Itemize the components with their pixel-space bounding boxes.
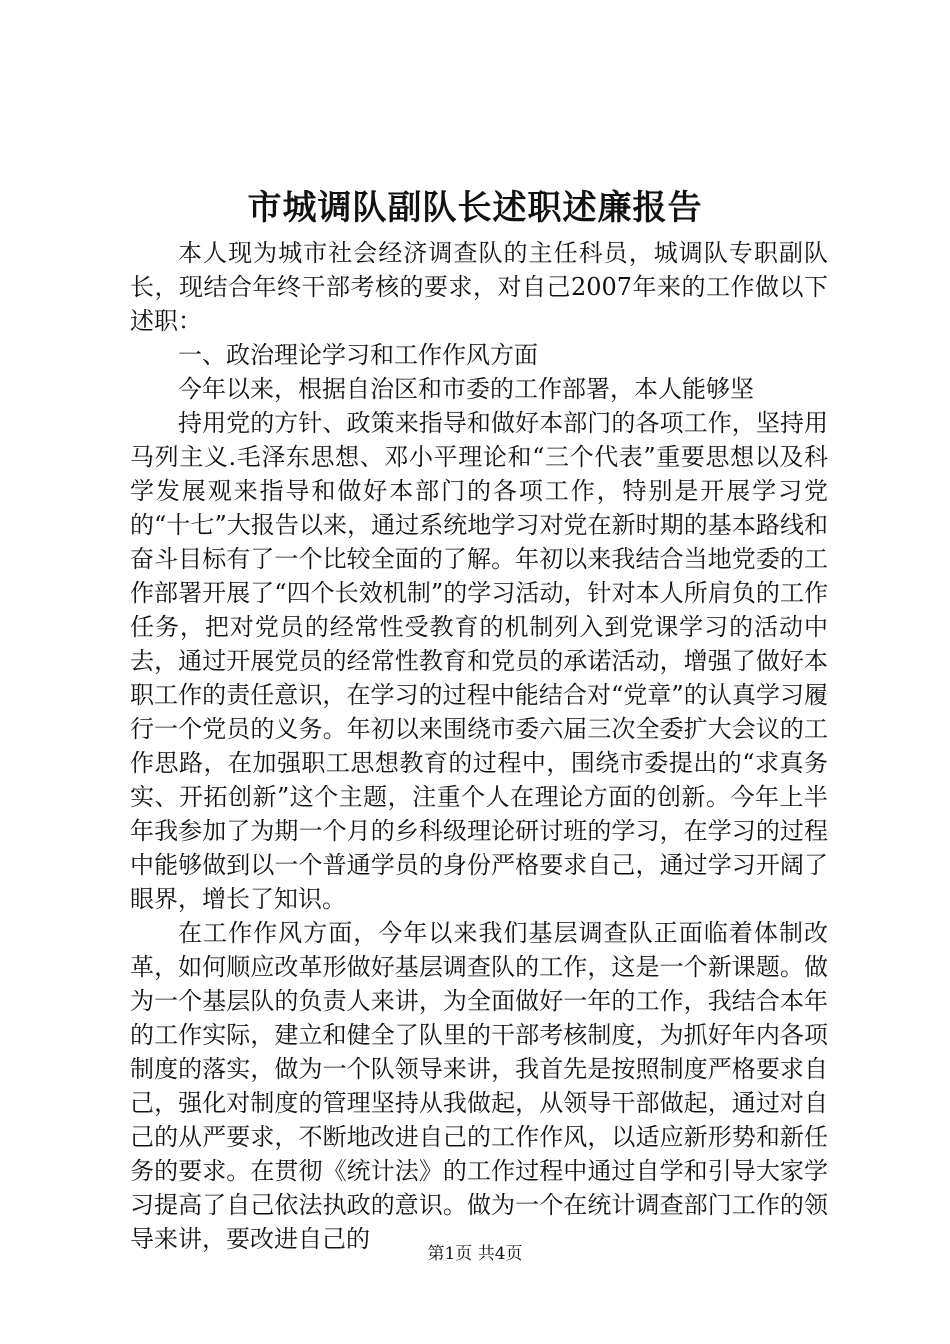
paragraph: 持用党的方针、政策来指导和做好本部门的各项工作，坚持用马列主义.毛泽东思想、邓小平理论和“三个代表”重要思想以及科学发展观来指导和做好本部门的各项工作，特别是开展学习党的“十七”大报告以来，通过系统地学习对党在新时期的基本路线和奋斗目标有了一个比较全面的了解。年初以来我结合当地党委的工作部署开展了“四个长效机制”的学习活动，针对本人所肩负的工作任务，把对党员的经常性受教育的机制列入到党课学习的活动中去，通过开展党员的经常性教育和党员的承诺活动，增强了做好本职工作的责任意识，在学习的过程中能结合对“党章”的认真学习履行一个党员的义务。年初以来围绕市委六届三次全委扩大会议的工作思路，在加强职工思想教育的过程中，围绕市委提出的“求真务实、开拓创新”这个主题，注重个人在理论方面的创新。今年上半年我参加了为期一个月的乡科级理论研讨班的学习，在学习的过程中能够做到以一个普通学员的身份严格要求自己，通过学习开阔了眼界，增长了知识。 xyxy=(130,409,828,913)
document-body xyxy=(130,236,828,1256)
section-heading: 一、政治理论学习和工作作风方面 xyxy=(178,341,538,369)
paragraph: 今年以来，根据自治区和市委的工作部署，本人能够坚 xyxy=(178,375,754,403)
paragraph: 在工作作风方面，今年以来我们基层调查队正面临着体制改革，如何顺应改革形做好基层调查队的工作，这是一个新课题。做为一个基层队的负责人来讲，为全面做好一年的工作，我结合本年的工作实际，建立和健全了队里的干部考核制度，为抓好年内各项制度的落实，做为一个队领导来讲，我首先是按照制度严格要求自己，强化对制度的管理坚持从我做起，从领导干部做起，通过对自己的从严要求，不断地改进自己的工作作风，以适应新形势和新任务的要求。在贯彻《统计法》的工作过程中通过自学和引导大家学习提高了自己依法执政的意识。做为一个在统计调查部门工作的领导来讲，要改进自己的 xyxy=(130,919,828,1253)
page-footer: 第1页 共4页 xyxy=(427,1244,523,1264)
document-title: 市城调队副队长述职述廉报告 xyxy=(247,188,703,228)
paragraph: 本人现为城市社会经济调查队的主任科员，城调队专职副队长，现结合年终干部考核的要求，对自己2007年来的工作做以下述职： xyxy=(130,239,828,335)
